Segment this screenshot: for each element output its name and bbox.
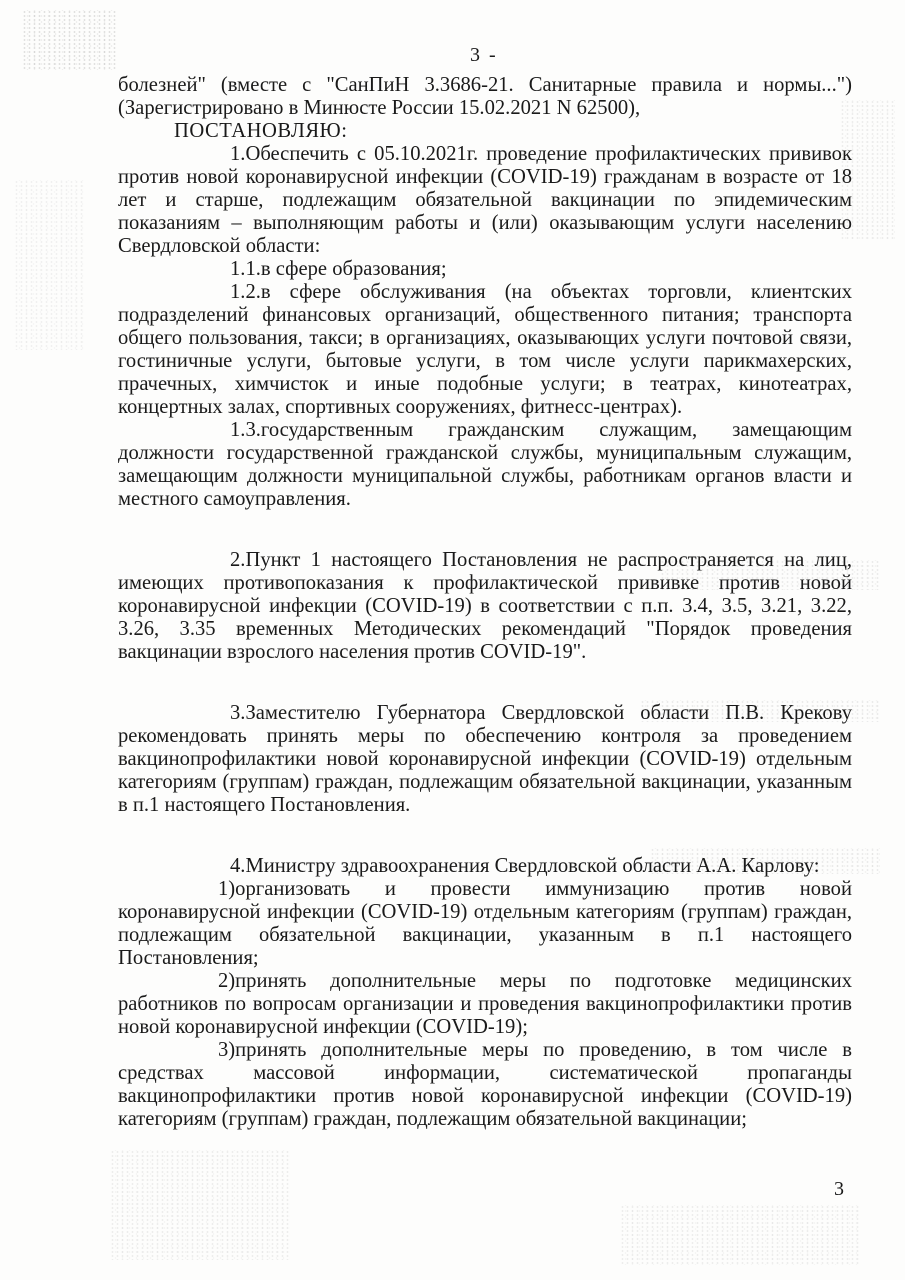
item-text: Обеспечить с 05.10.2021г. проведение профилактических прививок против новой коронавирусной инфекции (COVID-19) гражданам в возрасте от 18 лет и старше, подлежащим обязательной вакцинации по эпидемическим показаниям – выполняющим работы и (или) оказывающим услуги населению Свердловской области: <box>118 143 852 257</box>
item-1-1 <box>118 258 852 281</box>
item-1 <box>118 143 852 258</box>
item-text: организовать и провести иммунизацию против новой коронавирусной инфекции (COVID-19) отдельным категориям (группам) граждан, подлежащим обязательной вакцинации, указанным в п.1 настоящего Постановления; <box>118 878 852 969</box>
page-number-bottom: 3 <box>834 1178 844 1200</box>
item-number: 4. <box>230 855 246 877</box>
item-1-3 <box>118 419 852 511</box>
item-text: принять дополнительные меры по подготовке медицинских работников по вопросам организации и проведения вакцинопрофилактики против новой коронавирусной инфекции (COVID-19); <box>118 970 852 1038</box>
item-4-2 <box>118 970 852 1039</box>
item-4-1 <box>118 878 852 970</box>
item-1-2 <box>118 281 852 419</box>
item-text: в сфере обслуживания (на объектах торговли, клиентских подразделений финансовых организаций, общественного питания; транспорта общего пользования, такси; в организациях, оказывающих услуги почтовой связи, гостиничные услуги, бытовые услуги, в том числе услуги парикмахерских, прачечных, химчисток и иные подобные услуги; в театрах, кинотеатрах, концертных залах, спортивных сооружениях, фитнесс-центрах). <box>118 281 852 418</box>
item-number: 2) <box>218 970 236 992</box>
item-number: 1. <box>230 143 246 165</box>
item-text: принять дополнительные меры по проведению, в том числе в средствах массовой информации, систематической пропаганды вакцинопрофилактики против новой коронавирусной инфекции (COVID-19) категориям (группам) граждан, подлежащим обязательной вакцинации; <box>118 1039 852 1130</box>
item-text: Заместителю Губернатора Свердловской области П.В. Крекову рекомендовать принять меры по обеспечению контроля за проведением вакцинопрофилактики новой коронавирусной инфекции (COVID-19) отдельным категориям (группам) граждан, подлежащим обязательной вакцинации, указанным в п.1 настоящего Постановления. <box>118 702 852 816</box>
item-number: 2. <box>230 549 246 571</box>
scan-noise-left-margin <box>14 180 84 350</box>
item-3 <box>118 702 852 817</box>
item-text: Министру здравоохранения Свердловской области А.А. Карлову: <box>245 855 820 877</box>
page-number-top: 3 - <box>470 44 498 66</box>
item-number: 1.3. <box>230 419 261 441</box>
item-text: Пункт 1 настоящего Постановления не распространяется на лиц, имеющих противопоказания к профилактической прививке против новой коронавирусной инфекции (COVID-19) в соответствии с п.п. 3.4, 3.5, 3.21, 3.22, 3.26, 3.35 временных Методических рекомендаций "Порядок проведения вакцинации взрослого населения против COVID-19". <box>118 549 852 663</box>
intro-paragraph: болезней" (вместе с "СанПиН 3.3686-21. Санитарные правила и нормы...") (Зарегистрировано в Минюсте России 15.02.2021 N 62500), <box>118 74 852 119</box>
item-number: 3. <box>230 702 246 724</box>
item-number: 3) <box>218 1039 236 1061</box>
item-text: государственным гражданским служащим, замещающим должности государственной гражданской службы, муниципальным служащим, замещающим должности муниципальной службы, работникам органов власти и местного самоуправления. <box>118 419 852 510</box>
item-text: в сфере образования; <box>260 258 447 280</box>
document-body <box>118 74 852 1131</box>
decree-heading: ПОСТАНОВЛЯЮ: <box>174 120 348 142</box>
item-number: 1) <box>218 878 236 900</box>
item-4 <box>118 855 852 878</box>
scan-noise-bottom-right <box>620 1205 860 1265</box>
item-4-3 <box>118 1039 852 1131</box>
scan-noise-top-left <box>22 10 117 70</box>
scan-noise-bottom-left <box>110 1150 290 1260</box>
item-number: 1.2. <box>230 281 261 303</box>
item-number: 1.1. <box>230 258 261 280</box>
item-2 <box>118 549 852 664</box>
